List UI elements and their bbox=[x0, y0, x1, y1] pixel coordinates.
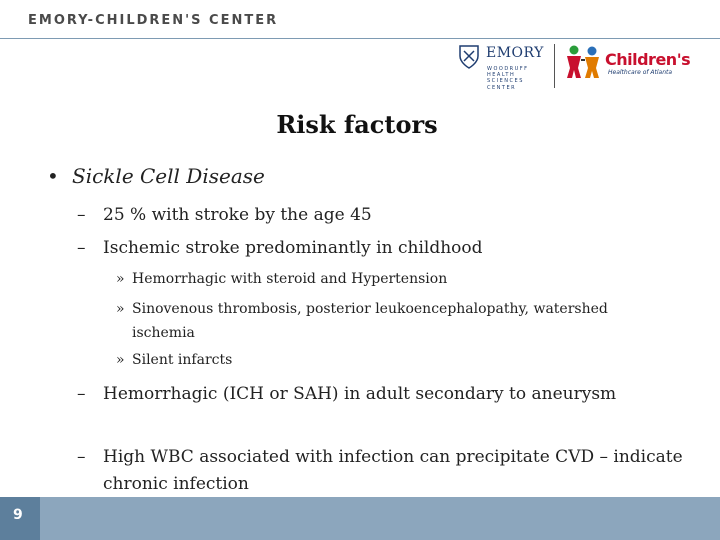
dash-marker: – bbox=[77, 447, 86, 467]
chevron-marker: » bbox=[116, 301, 125, 317]
third-level-text: Hemorrhagic with steroid and Hypertension bbox=[132, 271, 448, 287]
sub-bullet-text: Hemorrhagic (ICH or SAH) in adult secondary to aneurysm bbox=[103, 384, 617, 404]
dash-marker: – bbox=[77, 384, 86, 404]
footer-bar bbox=[0, 497, 720, 540]
childrens-logo bbox=[563, 44, 693, 84]
logo-divider bbox=[554, 44, 555, 88]
slide-title: Risk factors bbox=[276, 110, 438, 139]
emory-sub-line: CENTER bbox=[487, 84, 517, 91]
header-band bbox=[0, 0, 720, 40]
emory-logo-subtitle bbox=[487, 66, 547, 91]
sub-bullet-text: Ischemic stroke predominantly in childhood bbox=[103, 238, 483, 258]
chevron-marker: » bbox=[116, 271, 125, 287]
kids-figures-icon bbox=[563, 44, 605, 80]
childrens-logo-name: Children's bbox=[605, 50, 691, 69]
footer-number-block bbox=[0, 497, 40, 540]
bullet-dot-icon: • bbox=[47, 164, 59, 188]
header-divider bbox=[0, 38, 720, 39]
emory-logo bbox=[458, 44, 542, 92]
dash-marker: – bbox=[77, 238, 86, 258]
emory-sub-line: WOODRUFF bbox=[487, 66, 529, 72]
chevron-marker: » bbox=[116, 352, 125, 368]
emory-sub-line: SCIENCES bbox=[487, 78, 524, 85]
sub-bullet-text: 25 % with stroke by the age 45 bbox=[103, 205, 372, 225]
slide-number: 9 bbox=[13, 507, 23, 523]
third-level-text: Silent infarcts bbox=[132, 352, 233, 368]
third-level-text: Sinovenous thrombosis, posterior leukoencephalopathy, watershed ischemia bbox=[132, 301, 608, 341]
dash-marker: – bbox=[77, 205, 86, 225]
childrens-logo-subtitle: Healthcare of Atlanta bbox=[608, 69, 673, 76]
emory-sub-line: HEALTH bbox=[487, 72, 516, 79]
emory-logo-name: EMORY bbox=[486, 45, 544, 61]
sub-bullet-text: High WBC associated with infection can precipitate CVD – indicate chronic infection bbox=[103, 447, 683, 494]
bullet-text: Sickle Cell Disease bbox=[72, 164, 265, 188]
header-org-text: EMORY-CHILDREN'S CENTER bbox=[28, 13, 279, 28]
emory-shield-icon bbox=[458, 44, 480, 70]
